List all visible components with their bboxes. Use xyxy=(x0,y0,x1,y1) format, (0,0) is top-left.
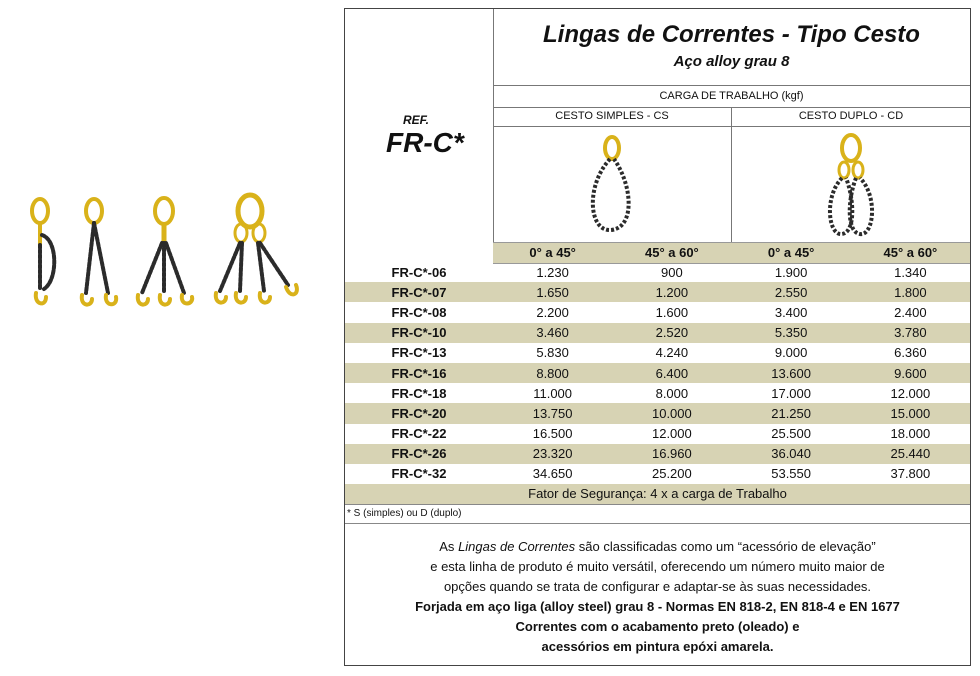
row-ref: FR-C*-16 xyxy=(391,365,447,381)
row-value: 9.000 xyxy=(774,345,808,361)
row-value: 3.400 xyxy=(774,304,808,320)
ref-label: REF. xyxy=(403,113,430,127)
table-row xyxy=(345,464,970,484)
chain-slings-illustration xyxy=(0,185,320,325)
row-value: 1.650 xyxy=(536,284,569,300)
row-value: 8.800 xyxy=(536,365,569,381)
row-value: 2.520 xyxy=(655,325,689,341)
row-value: 53.550 xyxy=(771,466,811,482)
title-box xyxy=(493,9,970,86)
product-illustrations xyxy=(0,185,320,325)
row-ref: FR-C*-07 xyxy=(391,284,447,300)
product-description xyxy=(345,537,970,657)
footnote xyxy=(347,508,462,519)
desc-line1-post: são classificadas como um “acessório de elevação” xyxy=(575,539,876,554)
row-value: 15.000 xyxy=(890,405,931,421)
row-value: 34.650 xyxy=(532,466,573,482)
row-value: 1.600 xyxy=(655,304,689,320)
row-value: 1.800 xyxy=(894,284,927,300)
row-value: 6.400 xyxy=(655,365,689,381)
description-line: opções quando se trata de configurar e adaptar-se às suas necessidades. xyxy=(443,579,872,594)
row-value: 21.250 xyxy=(771,405,811,421)
safety-factor: Fator de Segurança: 4 x a carga de Trabalho xyxy=(345,484,970,505)
row-value: 12.000 xyxy=(890,385,931,401)
row-value: 13.600 xyxy=(771,365,811,381)
product-table xyxy=(344,8,971,666)
row-value: 18.000 xyxy=(890,426,931,442)
description-line: acessórios em pintura epóxi amarela. xyxy=(541,639,774,654)
row-ref: FR-C*-20 xyxy=(391,405,447,421)
row-ref: FR-C*-22 xyxy=(391,426,447,442)
row-value: 900 xyxy=(661,264,683,280)
angle-header: 0° a 45° xyxy=(529,245,576,260)
row-value: 23.320 xyxy=(532,446,573,462)
double-basket-sling-icon xyxy=(732,126,970,242)
row-value: 1.340 xyxy=(894,264,927,280)
row-value: 3.460 xyxy=(536,325,569,341)
table-row xyxy=(345,282,970,302)
divider xyxy=(345,523,970,524)
row-ref: FR-C*-08 xyxy=(391,304,447,320)
row-value: 1.230 xyxy=(536,264,569,280)
row-ref: FR-C*-13 xyxy=(391,345,447,361)
row-value: 4.240 xyxy=(655,345,689,361)
description-line: Correntes com o acabamento preto (oleado) e xyxy=(515,619,800,634)
data-rows xyxy=(345,262,970,484)
page-title: Lingas de Correntes - Tipo Cesto xyxy=(543,21,920,48)
row-value: 16.960 xyxy=(651,446,692,462)
load-header: CARGA DE TRABALHO (kgf) xyxy=(493,85,970,108)
double-basket-image xyxy=(732,126,970,242)
row-value: 36.040 xyxy=(771,446,811,462)
ref-column-header xyxy=(345,9,494,261)
row-value: 8.000 xyxy=(655,385,689,401)
row-value: 25.200 xyxy=(651,466,692,482)
page-subtitle: Aço alloy grau 8 xyxy=(673,53,790,70)
row-value: 9.600 xyxy=(894,365,927,381)
row-value: 1.200 xyxy=(655,284,689,300)
group-header-cd: CESTO DUPLO - CD xyxy=(732,107,970,127)
single-basket-image xyxy=(493,126,732,242)
angle-header: 0° a 45° xyxy=(767,245,815,260)
row-value: 25.440 xyxy=(890,446,931,462)
row-value: 1.900 xyxy=(774,264,808,280)
table-row xyxy=(345,363,970,383)
table-row xyxy=(345,323,970,343)
row-value: 25.500 xyxy=(771,426,811,442)
table-row xyxy=(345,302,970,322)
row-value: 10.000 xyxy=(651,405,692,421)
row-value: 13.750 xyxy=(532,405,573,421)
table-row xyxy=(345,424,970,444)
row-value: 5.830 xyxy=(536,345,569,361)
row-value: 2.200 xyxy=(536,304,569,320)
row-ref: FR-C*-26 xyxy=(391,446,447,462)
footnote-star: * xyxy=(347,508,351,519)
row-value: 5.350 xyxy=(774,325,808,341)
row-value: 37.800 xyxy=(890,466,931,482)
row-value: 17.000 xyxy=(771,385,811,401)
ref-code: FR-C* xyxy=(386,127,464,158)
table-row xyxy=(345,343,970,363)
table-row xyxy=(345,262,970,282)
row-ref: FR-C*-32 xyxy=(391,466,447,482)
group-header-cs: CESTO SIMPLES - CS xyxy=(493,107,732,127)
angle-header: 45° a 60° xyxy=(883,245,938,260)
row-value: 16.500 xyxy=(532,426,573,442)
row-value: 11.000 xyxy=(533,385,573,401)
description-line: e esta linha de produto é muito versátil, oferecendo um número muito maior de xyxy=(430,559,885,574)
description-line xyxy=(345,537,970,557)
row-ref: FR-C*-18 xyxy=(391,385,447,401)
row-value: 6.360 xyxy=(894,345,927,361)
angle-header: 45° a 60° xyxy=(644,245,699,260)
row-value: 2.550 xyxy=(774,284,808,300)
row-value: 3.780 xyxy=(894,325,927,341)
desc-line1-italic: Lingas de Correntes xyxy=(458,539,576,554)
row-value: 12.000 xyxy=(651,426,692,442)
table-row xyxy=(345,383,970,403)
description-line: Forjada em aço liga (alloy steel) grau 8 - Normas EN 818-2, EN 818-4 e EN 1677 xyxy=(415,599,900,614)
single-basket-sling-icon xyxy=(493,126,731,242)
table-row xyxy=(345,444,970,464)
row-ref: FR-C*-06 xyxy=(391,264,447,280)
angle-header-row xyxy=(493,242,970,264)
desc-line1-pre: As xyxy=(439,539,459,554)
footnote-text: S (simples) ou D (duplo) xyxy=(350,508,462,519)
row-value: 2.400 xyxy=(894,304,927,320)
table-row xyxy=(345,403,970,423)
row-ref: FR-C*-10 xyxy=(391,325,447,341)
